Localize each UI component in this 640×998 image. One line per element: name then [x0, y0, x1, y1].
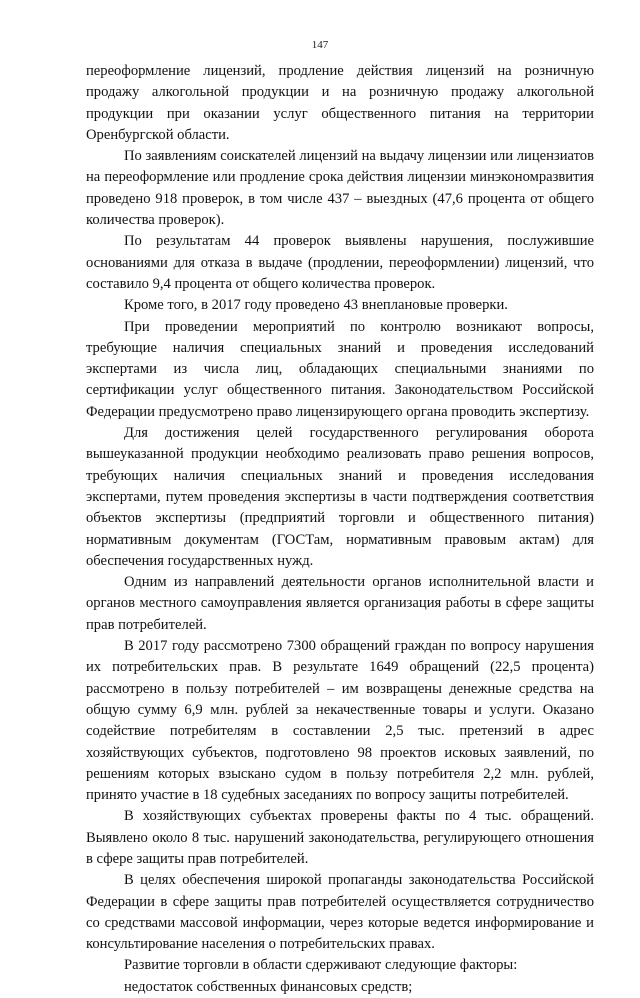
- paragraph-trade-constraints-intro: Развитие торговли в области сдерживают следующие факторы:: [124, 957, 518, 974]
- paragraph-inspection-violations: По результатам 44 проверок выявлены нарушения, послужившие основаниями для отказа в выдаче (продлении, переоформлении) лицензий, что составило 9,4 процента от общего количества проверок.: [86, 233, 594, 292]
- paragraph-media-cooperation: В целях обеспечения широкой пропаганды законодательства Российской Федерации в сфере защиты прав потребителей осуществляется сотрудничество со средствами массовой информации, через которые ведется информирование и консультирование населения о потребительских правах.: [86, 872, 594, 953]
- paragraph-state-regulation-goals: Для достижения целей государственного регулирования оборота вышеуказанной продукции необходимо реализовать право решения вопросов, требующих наличия специальных знаний и проведения исследования экспертами, путем проведения экспертизы в части подтверждения соответствия объектов экспертизы (предприятий торговли и общественного питания) нормативным документам (ГОСТам, нормативным правовым актам) для обеспечения государственных нужд.: [86, 425, 594, 569]
- document-body: [86, 61, 594, 998]
- paragraph-consumer-appeals-2017: В 2017 году рассмотрено 7300 обращений граждан по вопросу нарушения их потребительских прав. В результате 1649 обращений (22,5 процента) рассмотрено в пользу потребителей – им возвращены денежные средства на общую сумму 6,9 млн. рублей за некачественные товары и услуги. Оказано содействие потребителям в составлении 2,5 тыс. претензий в адрес хозяйствующих субъектов, подготовлено 98 проектов исковых заявлений, по решениям которых взыскано судом в пользу потребителя 2,2 млн. рублей, принято участие в 18 судебных заседаниях по вопросу защиты потребителей.: [86, 638, 594, 804]
- paragraph-expertise-questions: При проведении мероприятий по контролю возникают вопросы, требующие наличия специальных знаний и проведения исследований экспертами из числа лиц, обладающих специальными знаниями по сертификации услуг общественного питания. Законодательством Российской Федерации предусмотрено право лицензирующего органа проводить экспертизу.: [86, 318, 594, 420]
- page-number: 147: [311, 39, 329, 51]
- paragraph-unscheduled-inspections: Кроме того, в 2017 году проведено 43 внеплановые проверки.: [124, 297, 508, 314]
- paragraph-consumer-protection-direction: Одним из направлений деятельности органов исполнительной власти и органов местного самоуправления является организация работы в сфере защиты прав потребителей.: [86, 574, 594, 633]
- paragraph-business-inspections: В хозяйствующих субъектах проверены факты по 4 тыс. обращений. Выявлено около 8 тыс. нарушений законодательства, регулирующего отношения в сфере защиты прав потребителей.: [86, 808, 594, 867]
- paragraph-license-inspections: По заявлениям соискателей лицензий на выдачу лицензии или лицензиатов на переоформление или продление срока действия лицензии минэкономразвития проведено 918 проверок, в том числе 437 – выездных (47,6 процента от общего количества проверок).: [86, 148, 594, 229]
- paragraph-lack-of-funds: недостаток собственных финансовых средств;: [124, 978, 413, 995]
- paragraph-license-renewal-continuation: переоформление лицензий, продление действия лицензий на розничную продажу алкогольной продукции и на розничную продажу алкогольной продукции при оказании услуг общественного питания на территории Оренбургской области.: [86, 63, 594, 143]
